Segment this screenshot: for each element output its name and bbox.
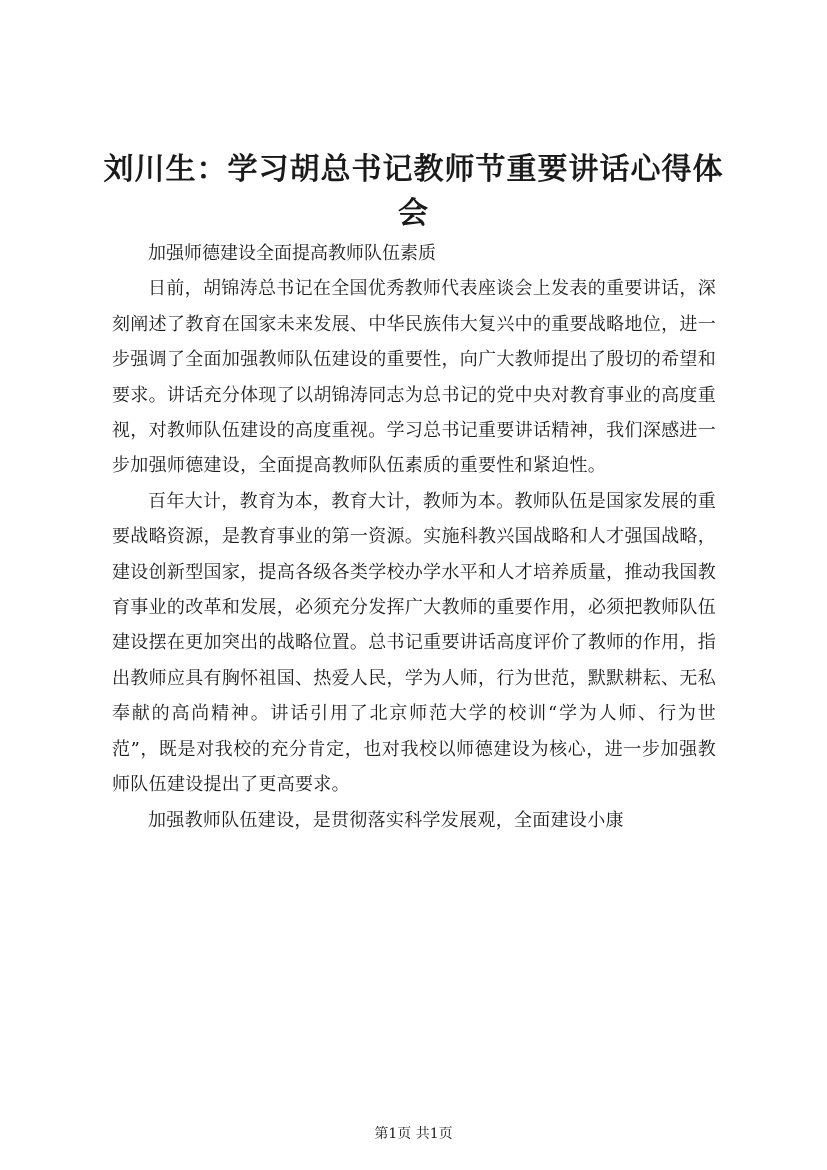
document-title: 刘川生：学习胡总书记教师节重要讲话心得体会 <box>103 152 724 231</box>
paragraph: 加强教师队伍建设，是贯彻落实科学发展观，全面建设小康 <box>148 809 624 831</box>
page-footer: 第1页 共1页 <box>374 1126 453 1142</box>
document-subtitle: 加强师德建设全面提高教师队伍素质 <box>148 243 436 264</box>
paragraph: 百年大计，教育为本，教育大计，教师为本。教师队伍是国家发展的重要战略资源，是教育事业的第一资源。实施科教兴国战略和人才强国战略，建设创新型国家，提高各级各类学校办学水平和人才培养质量，推动我国教育事业的改革和发展，必须充分发挥广大教师的重要作用，必须把教师队伍建设摆在更加突出的战略位置。总书记重要讲话高度评价了教师的作用，指出教师应具有胸怀祖国、热爱人民，学为人师，行为世范，默默耕耘、无私奉献的高尚精神。讲话引用了北京师范大学的校训“学为人师、行为世范”，既是对我校的充分肯定，也对我校以师德建设为核心，进一步加强教师队伍建设提出了更高要求。 <box>112 490 716 796</box>
paragraph: 日前，胡锦涛总书记在全国优秀教师代表座谈会上发表的重要讲话，深刻阐述了教育在国家未来发展、中华民族伟大复兴中的重要战略地位，进一步强调了全面加强教师队伍建设的重要性，向广大教师提出了殷切的希望和要求。讲话充分体现了以胡锦涛同志为总书记的党中央对教育事业的高度重视，对教师队伍建设的高度重视。学习总书记重要讲话精神，我们深感进一步加强师德建设，全面提高教师队伍素质的重要性和紧迫性。 <box>112 278 716 477</box>
document-body <box>112 236 716 838</box>
